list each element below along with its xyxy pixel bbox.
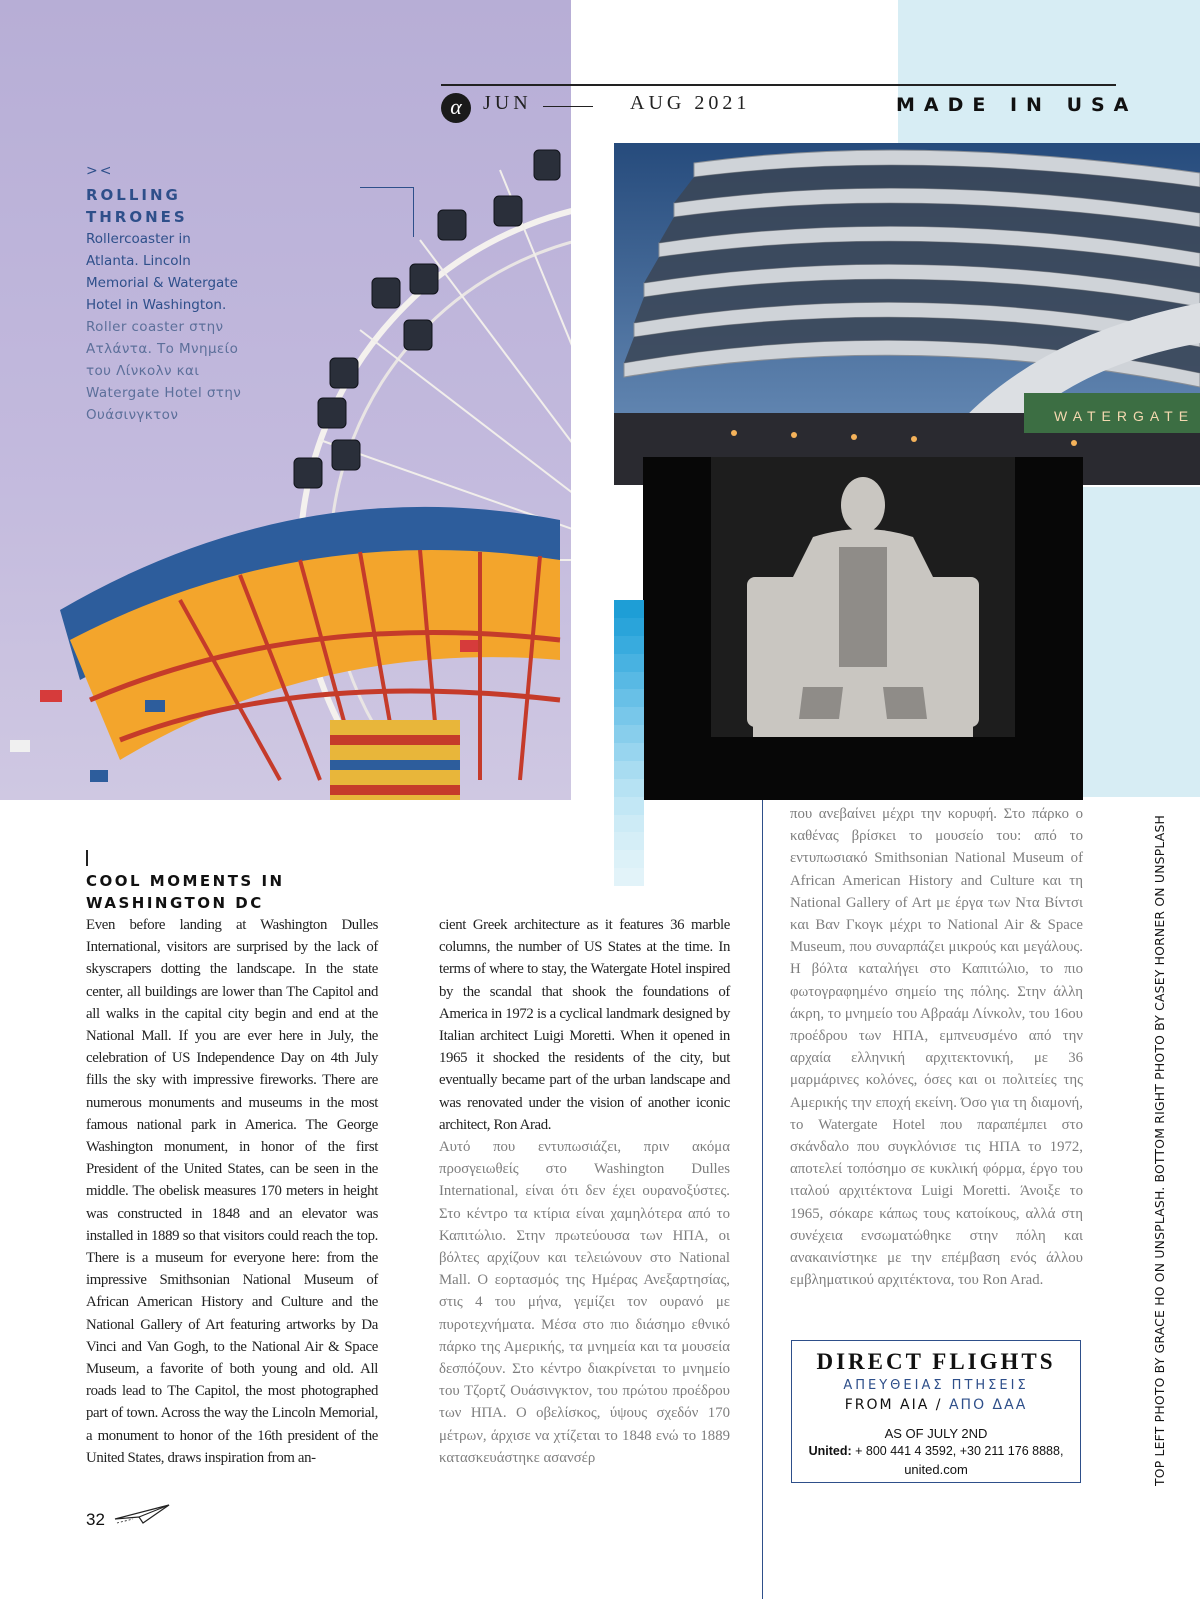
article-title: COOL MOMENTS IN WASHINGTON DC [86, 872, 285, 912]
light-blue-block-right [1083, 487, 1200, 797]
flights-title-greek: ΑΠΕΥΘΕΙΑΣ ΠΤΗΣΕΙΣ [843, 1378, 1029, 1393]
flights-website: united.com [904, 1462, 968, 1477]
article-column-1 [86, 914, 378, 1469]
flights-origin [792, 1397, 1080, 1413]
section-title: MADE IN USA [896, 94, 1138, 116]
caption-title: ROLLING THRONES [86, 186, 188, 226]
caption-mark: >< [86, 163, 114, 179]
blue-gradient-bar [614, 600, 644, 886]
flights-airline-contact [792, 1444, 1080, 1458]
watergate-hotel-photo [614, 143, 1200, 485]
photo-credit: TOP LEFT PHOTO BY GRACE HO ON UNSPLASH. BOTTOM RIGHT PHOTO BY CASEY HORNER ON UNSPLASH [1152, 814, 1167, 1486]
swing-ride [10, 507, 560, 800]
article-text-greek-2: που ανεβαίνει μέχρι την κορυφή. Στο πάρκο ο καθένας βρίσκει το μουσείο του: από το εντυπωσιακό Smithsonian National Museum of African American History and Culture και τη National Gallery of Art με έργα των Ντα Βίντσι και Βαν Γκογκ μέχρι το National Air & Space Museum, που συναρπάζει μικρούς και μεγάλους. Η βόλτα καταλήγει στο Καπιτώλιο, το πιο φωτογραφημένο σημείο της πόλης. Στην άλλη άκρη, το μνημείο του Αβραάμ Λίνκολν, του 16ου προέδρου των ΗΠΑ, εμπνευσμένο από την αρχαία ελληνική αρχιτεκτονική, με 36 μαρμάρινες κολόνες, όσες και οι πολιτείες της Αμερικής την εποχή εκείνη. Όσο για τη διαμονή, το Watergate Hotel που παραπέμπει στο σκάνδαλο που συγκλόνισε τις ΗΠΑ το 1972, αποτελεί τοπόσημο σε κυκλική φόρμα, έργο του ιταλού αρχιτέκτονα Luigi Moretti. Άνοιξε το 1965, σόκαρε κάπως τους κατοίκους, αλλά στη συνέχεια ενσωματώθηκε στην πόλη και ανακαινίστηκε με την επέμβαση ενός άλλου εμβληματικού αρχιτέκτονα, του Ron Arad. [790, 806, 1083, 1289]
column-rule [762, 800, 763, 1599]
magazine-logo-icon: α [441, 93, 471, 123]
article-text-english-2: cient Greek architecture as it features 36 marble columns, the number of US States at the time. In terms of where to stay, the Watergate Hotel inspired by the scandal that shook the foundations of America in 1972 is a cyclical landmark designed by Italian architect Luigi Moretti. When it opened in 1965 it shocked the residents of the city, but eventually became part of the urban landscape and was renovated under the vision of another iconic architect, Ron Arad. [439, 917, 730, 1133]
watergate-sign: WATERGATE [1054, 408, 1195, 424]
flights-origin-english: FROM AIA [844, 1397, 930, 1413]
issue-end-date: AUG 2021 [630, 92, 751, 114]
direct-flights-box [791, 1340, 1081, 1483]
header-rule [441, 84, 1116, 86]
caption-text-greek: Roller coaster στην Ατλάντα. Το Μνημείο του Λίνκολν και Watergate Hotel στην Ουάσινγκτον [86, 319, 242, 423]
caption-pointer-line-vertical [413, 187, 414, 237]
paper-plane-icon [113, 1503, 173, 1527]
flights-airline-name: United: [808, 1444, 852, 1458]
watergate-hotel-illustration [614, 143, 1200, 485]
lincoln-statue-illustration [643, 457, 1083, 800]
caption-pointer-line [360, 187, 414, 188]
flights-phones: + 800 441 4 3592, +30 211 176 8888, [855, 1444, 1064, 1458]
page-number: 32 [86, 1510, 105, 1529]
issue-date-dash [543, 106, 593, 107]
article-column-2 [439, 914, 730, 1469]
lincoln-memorial-photo [643, 457, 1083, 800]
flights-origin-separator: / [935, 1397, 943, 1413]
article-text-english-1: Even before landing at Washington Dulles International, visitors are surprised by the lack of skyscrapers dotting the landscape. In the state center, all buildings are lower than The Capitol and all walks in the capital city begin and end at the National Mall. If you are ever here in July, the celebration of US Independence Day on 4th July fills the sky with impressive fireworks. There are numerous monuments and museums in the most famous national park in America. The George Washington monument, in honor of the first President of the United States, can be seen in the middle. The obelisk measures 170 meters in height was constructed in 1848 and an elevator was installed in 1889 so that visitors could reach the top. There is a museum for everyone here: from the impressive Smithsonian National Museum of African American History and Culture and the National Gallery of Art featuring artworks by Da Vinci and Van Gogh, to the National Air & Space Museum, a favorite of both young and old. All roads lead to The Capitol, the most photographed part of town. Across the way the Lincoln Memorial, a monument to honor of the 16th president of the United States, draws inspiration from an- [86, 917, 378, 1466]
issue-start-month: JUN [483, 92, 532, 114]
article-column-3 [790, 803, 1083, 1291]
flights-title: DIRECT FLIGHTS [816, 1349, 1056, 1374]
light-blue-block-top [898, 0, 1200, 148]
flights-date: AS OF JULY 2ND [884, 1426, 988, 1441]
article-text-greek-1: Αυτό που εντυπωσιάζει, πριν ακόμα προσγειωθείς στο Washington Dulles International, είναι ότι δεν έχει ουρανοξύστες. Στο κέντρο τα κτίρια είναι χαμηλότερα από το Καπιτώλιο. Στην πρωτεύουσα των ΗΠΑ, οι βόλτες αρχίζουν και τελειώνουν στο National Mall. Ο εορτασμός της Ημέρας Ανεξαρτησίας, στις 4 του μήνα, γεμίζει τον ουρανό με πυροτεχνήματα. Μέσα στο πιο διάσημο εθνικό πάρκο της Αμερικής, τα μνημεία και τα μουσεία δεσπόζουν. Στο κέντρο διακρίνεται το μνημείο του Τζορτζ Ουάσινγκτον, του πρώτου προέδρου των ΗΠΑ. Ο οβελίσκος, ύψους σχεδόν 170 μέτρων, άρχισε να χτίζεται το 1848 ενώ το 1889 κατασκευάστηκε ασανσέρ [439, 1139, 730, 1466]
article-title-tick [86, 850, 88, 866]
caption-text-english: Rollercoaster in Atlanta. Lincoln Memorial & Watergate Hotel in Washington. [86, 231, 238, 313]
flights-origin-greek: ΑΠΟ ΔΑΑ [948, 1397, 1028, 1413]
